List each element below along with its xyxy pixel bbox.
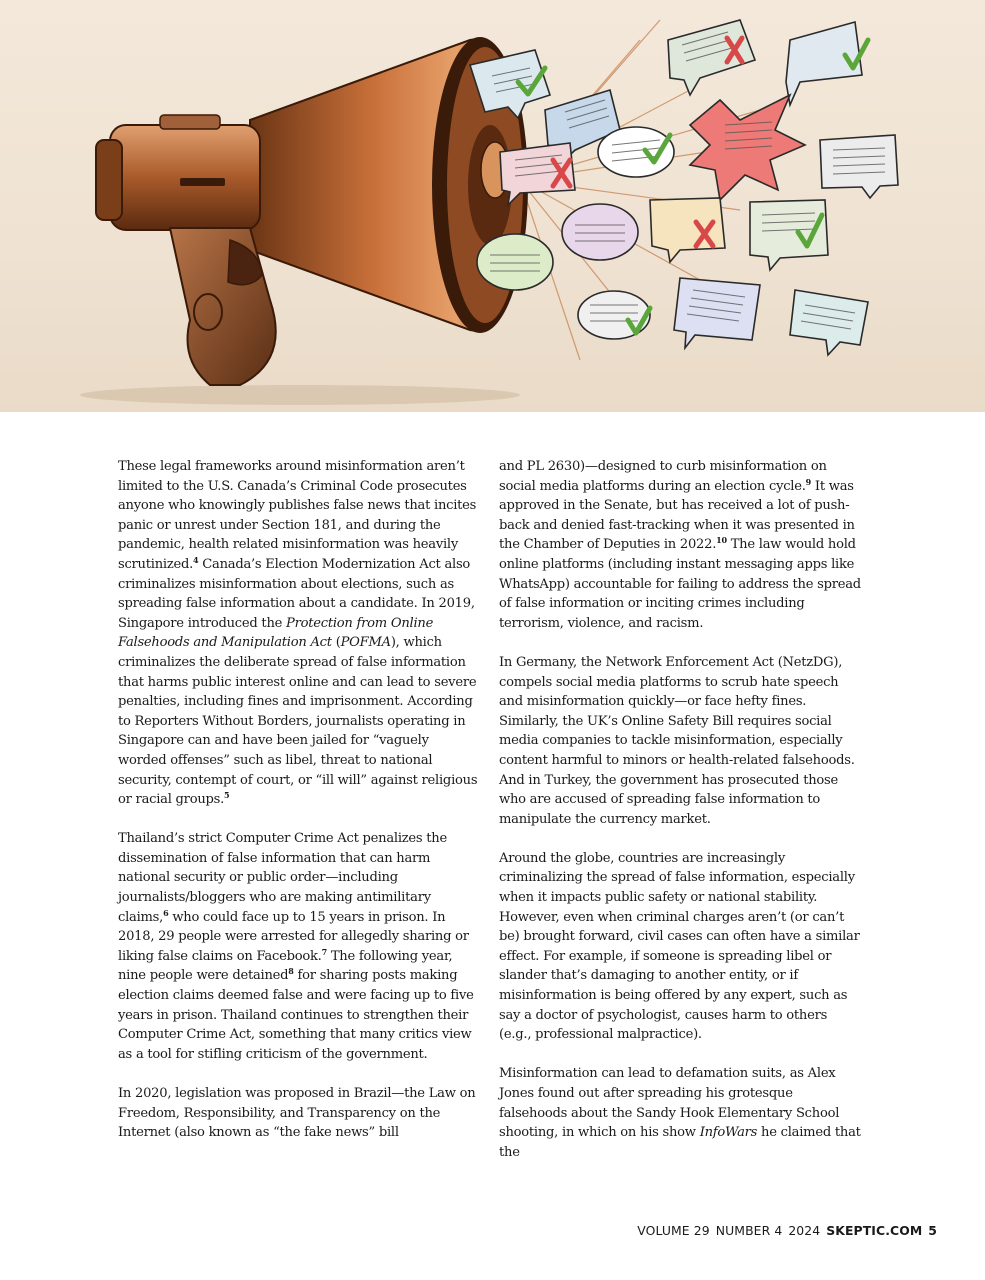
paragraph: In Germany, the Network Enforcement Act (NetzDG), compels social media platforms to scrub hate speech and misinformation quickly—or face hefty fines. Similarly, the UK’s Online Safety Bill requires social media companies to tackle misinformation, especially content harmful to minors or health-related falsehoods. And in Turkey, the government has prosecuted those who are accused of spreading false information to manipulate the currency market. xyxy=(499,654,855,827)
page-number: 5 xyxy=(928,1223,937,1238)
page-footer xyxy=(637,1223,937,1238)
issue-number: NUMBER 4 xyxy=(715,1223,783,1238)
article-column-left xyxy=(118,457,478,1162)
paragraph: These legal frameworks around misinformation aren’t limited to the U.S. Canada’s Criminal Code prosecutes anyone who knowingly publishes false news that incites panic or unrest under Section 181, and during the pandemic, health related misinformation was heavily scrutinized.$^4$ Canada’s Election Modernization Act also criminalizes misinformation about elections, such as spreading false information about a candidate. In 2019, Singapore introduced the Protection from Online Falsehoods and Manipulation Act (POFMA), which criminalizes the deliberate spread of false information that harms public interest online and can lead to severe penalties, including fines and imprisonment. According to Reporters Without Borders, journalists operating in Singapore can and have been jailed for “vaguely worded offenses” such as libel, threat to national security, contempt of court, or “ill will” against religious or racial groups.$^5$ xyxy=(118,459,478,808)
paragraph: Thailand’s strict Computer Crime Act penalizes the dissemination of false information that can harm national security or public order—including journalists/bloggers who are making antimilitary claims,$^6$ who could face up to 15 years in prison. In 2018, 29 people were arrested for allegedly sharing or liking false claims on Facebook.$^7$ The following year, nine people were detained$^8$ for sharing posts making election claims deemed false and were facing up to five years in prison. Thailand continues to strengthen their Computer Crime Act, something that many critics view as a tool for stifling criticism of the government. xyxy=(118,831,474,1062)
issue-year: 2024 xyxy=(788,1223,821,1238)
article-column-right xyxy=(499,457,861,1182)
speech-bubbles xyxy=(470,20,898,355)
volume-label: VOLUME 29 xyxy=(637,1223,710,1238)
paragraph: In 2020, legislation was proposed in Brazil—the Law on Freedom, Responsibility, and Transparency on the Internet (also known as “the fake news” bill xyxy=(118,1086,476,1141)
paragraph: Around the globe, countries are increasingly criminalizing the spread of false information, especially when it impacts public safety or national stability. However, even when criminal charges aren’t (or can’t be) brought forward, civil cases can often have a similar effect. For example, if someone is spreading libel or slander that’s damaging to another entity, or if misinformation is being offered by any expert, such as say a doctor of psychologist, causes harm to others (e.g., professional malpractice). xyxy=(499,850,860,1043)
megaphone-illustration xyxy=(0,0,985,412)
hero-illustration xyxy=(0,0,985,412)
paragraph: and PL 2630)—designed to curb misinformation on social media platforms during an election cycle.$^9$ It was approved in the Senate, but has received a lot of push-back and denied fast-tracking when it was presented in the Chamber of Deputies in 2022.10 The law would hold online platforms (including instant messaging apps like WhatsApp) accountable for failing to address the spread of false information or inciting crimes including terrorism, violence, and racism. xyxy=(499,459,861,631)
paragraph: Misinformation can lead to defamation suits, as Alex Jones found out after spreading his grotesque falsehoods about the Sandy Hook Elementary School shooting, in which on his show InfoWars he claimed that the xyxy=(499,1066,861,1160)
site-link[interactable]: SKEPTIC.COM xyxy=(826,1223,923,1238)
